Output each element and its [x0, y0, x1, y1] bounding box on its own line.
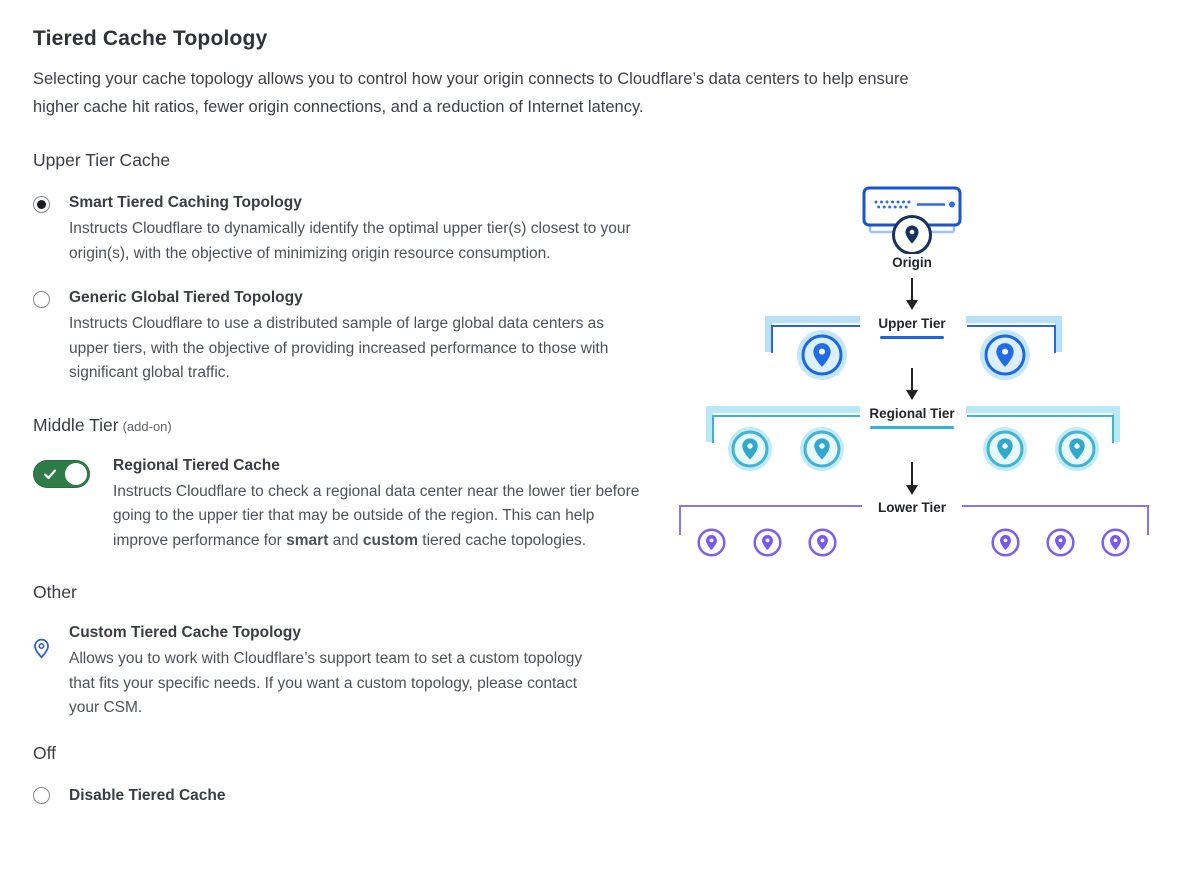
- datacenter-pin-icon: [991, 528, 1020, 562]
- option-title[interactable]: Smart Tiered Caching Topology: [69, 194, 302, 211]
- topology-diagram: [665, 180, 1165, 580]
- tier-underline: [870, 426, 954, 429]
- option-description: Allows you to work with Cloudflare’s support team to set a custom topology that fits your specific needs. If you want a custom topology, please contact your CSM.: [69, 650, 583, 716]
- settings-panel: [33, 27, 909, 809]
- option-title: Regional Tiered Cache: [113, 456, 280, 474]
- arrow-down-icon: [903, 462, 921, 495]
- toggle-knob: [65, 463, 87, 485]
- disable-tiered-radio[interactable]: [33, 787, 50, 804]
- option-description: Instructs Cloudflare to dynamically identify the optimal upper tier(s) closest to your origin(s), with the objective of minimizing origin resource consumption.: [69, 220, 631, 262]
- section-heading-off: Off: [33, 742, 57, 763]
- option-smart-tiered: [33, 194, 653, 266]
- section-heading-middle-tier: Middle Tier (add-on): [33, 414, 172, 435]
- tier-label: Lower Tier: [872, 499, 952, 516]
- origin-label: Origin: [886, 254, 938, 271]
- datacenter-pin-icon: [728, 427, 772, 476]
- section-heading-other: Other: [33, 582, 77, 602]
- datacenter-pin-icon: [797, 330, 847, 385]
- datacenter-pin-icon: [753, 528, 782, 562]
- datacenter-pin-icon: [980, 330, 1030, 385]
- origin-server-icon: [862, 186, 962, 264]
- section-heading-upper-tier: Upper Tier Cache: [33, 150, 171, 170]
- arrow-down-icon: [903, 368, 921, 400]
- arrow-down-icon: [903, 278, 921, 310]
- option-title[interactable]: Generic Global Tiered Topology: [69, 289, 303, 306]
- option-generic-global: [33, 289, 653, 386]
- location-pin-icon: [33, 638, 50, 659]
- tier-label: Upper Tier: [872, 315, 951, 332]
- datacenter-pin-icon: [800, 427, 844, 476]
- option-regional-tiered: [33, 457, 653, 554]
- page-title: Tiered Cache Topology: [33, 27, 268, 50]
- smart-tiered-radio[interactable]: [33, 196, 50, 213]
- regional-tiered-toggle[interactable]: [33, 460, 90, 488]
- add-on-badge: (add-on): [122, 418, 172, 434]
- datacenter-pin-icon: [808, 528, 837, 562]
- datacenter-pin-icon: [1101, 528, 1130, 562]
- datacenter-pin-icon: [1055, 427, 1099, 476]
- option-description: Instructs Cloudflare to use a distributed sample of large global data centers as upper tiers, with the objective of providing increased performance to those with significant global traffic.: [69, 315, 609, 381]
- check-icon: [43, 467, 57, 481]
- page-description: Selecting your cache topology allows you to control how your origin connects to Cloudflare’s data centers to help ensure higher cache hit ratios, fewer origin connections, and a reduction of Internet latency.: [33, 70, 909, 116]
- generic-global-radio[interactable]: [33, 291, 50, 308]
- option-title[interactable]: Disable Tiered Cache: [69, 786, 226, 804]
- tier-underline: [880, 336, 944, 339]
- option-description: Instructs Cloudflare to check a regional data center near the lower tier before going to the upper tier that may be outside of the region. This can help improve performance for smart and custom tiered cache topologies.: [113, 482, 640, 549]
- datacenter-pin-icon: [983, 427, 1027, 476]
- option-disable-tiered: [33, 785, 653, 809]
- datacenter-pin-icon: [697, 528, 726, 562]
- option-title: Custom Tiered Cache Topology: [69, 624, 301, 641]
- tier-label: Regional Tier: [863, 405, 960, 422]
- option-custom-tiered: [33, 624, 653, 721]
- datacenter-pin-icon: [1046, 528, 1075, 562]
